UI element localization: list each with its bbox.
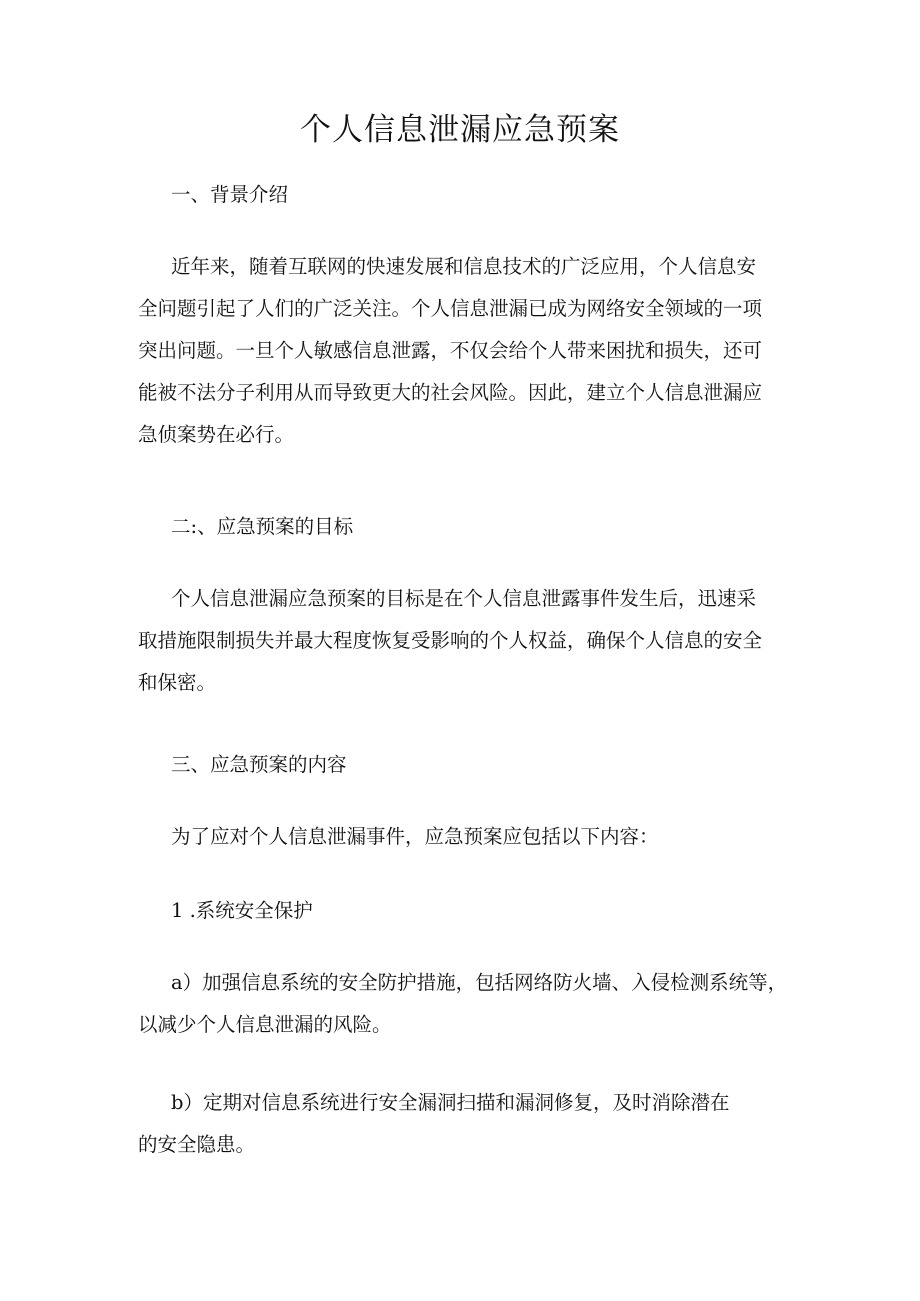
section-heading-content: 三、应急预案的内容 <box>171 753 347 776</box>
paragraph-line: a）加强信息系统的安全防护措施，包括网络防火墙、入侵检测系统等， <box>171 971 788 994</box>
paragraph-line: 全问题引起了人们的广泛关注。个人信息泄漏已成为网络安全领域的一项 <box>138 297 763 320</box>
paragraph-background <box>138 246 788 456</box>
paragraph-goals <box>138 578 788 704</box>
paragraph-line: 以减少个人信息泄漏的风险。 <box>138 1013 392 1036</box>
paragraph-line: 个人信息泄漏应急预案的目标是在个人信息泄露事件发生后，迅速采 <box>171 587 757 610</box>
paragraph-line: 突出问题。一旦个人敏感信息泄露，不仅会给个人带来困扰和损失，还可 <box>138 339 763 362</box>
list-subitem-b <box>138 1082 788 1166</box>
document-title: 个人信息泄漏应急预案 <box>300 112 620 148</box>
list-subitem-a <box>138 962 788 1046</box>
section-heading-background: 一、背景介绍 <box>171 183 289 206</box>
paragraph-line: 取措施限制损失并最大程度恢复受影响的个人权益，确保个人信息的安全 <box>138 629 763 652</box>
list-item-heading: 1 .系统安全保护 <box>171 899 313 922</box>
paragraph-line: b）定期对信息系统进行安全漏洞扫描和漏洞修复，及时消除潜在 <box>171 1091 730 1114</box>
paragraph-line: 能被不法分子利用从而导致更大的社会风险。因此，建立个人信息泄漏应 <box>138 381 763 404</box>
paragraph-line: 急侦案势在必行。 <box>138 423 295 446</box>
paragraph-line: 近年来，随着互联网的快速发展和信息技术的广泛应用，个人信息安 <box>171 255 757 278</box>
paragraph-content-intro: 为了应对个人信息泄漏事件，应急预案应包括以下内容： <box>171 825 659 848</box>
paragraph-line: 和保密。 <box>138 671 217 694</box>
paragraph-line: 的安全隐患。 <box>138 1133 256 1156</box>
section-heading-goals: 二:、应急预案的目标 <box>171 515 354 538</box>
